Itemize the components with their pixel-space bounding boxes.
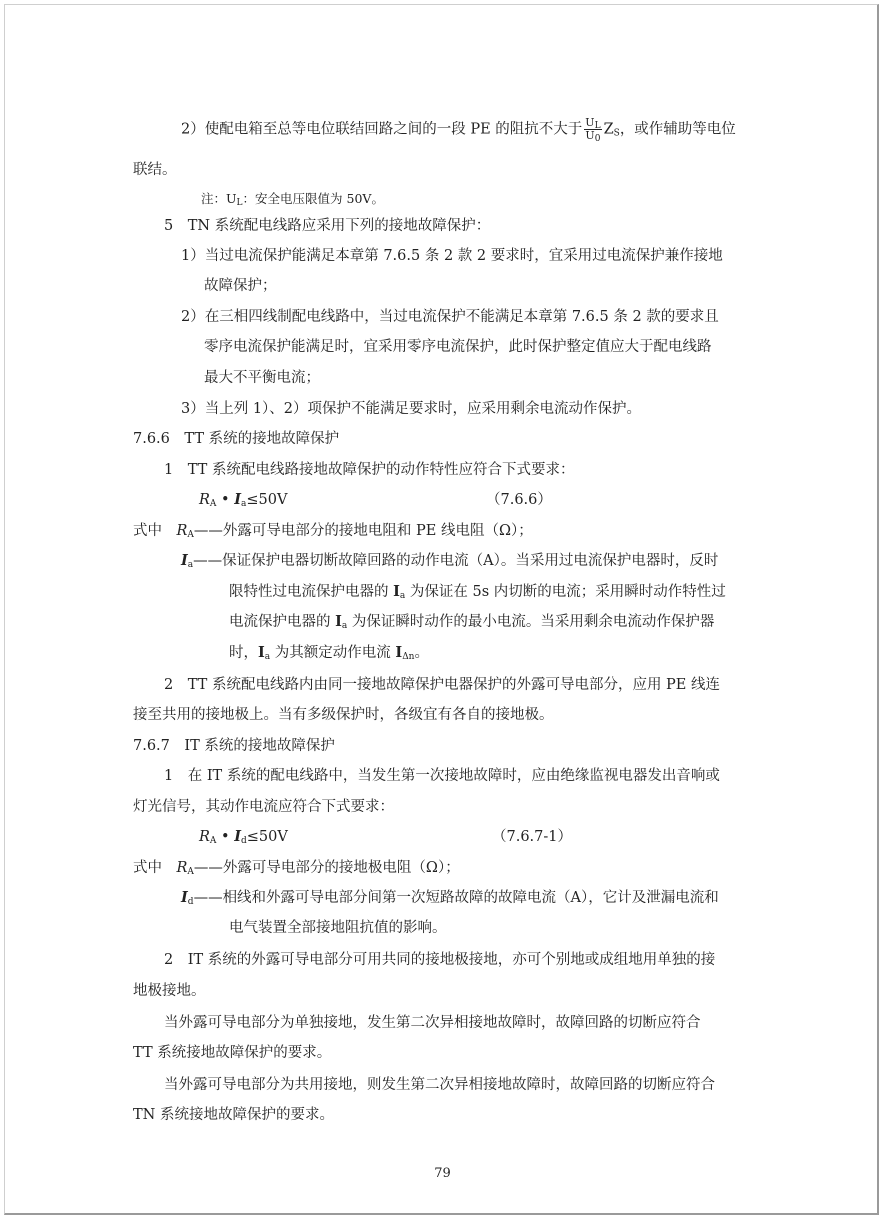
clause-2: 2 IT 系统的外露可导电部分可用共同的接地极接地，亦可个别地或成组地用单独的接 — [164, 952, 716, 968]
text-line: 地极接地。 — [133, 983, 206, 999]
text-line: 零序电流保护能满足时，宜采用零序电流保护，此时保护整定值应大于配电线路 — [204, 339, 712, 355]
clause-2: 2 TT 系统配电线路内由同一接地故障保护电器保护的外露可导电部分，应用 PE 线连 — [164, 677, 721, 693]
where-id: $I_d——$相线和外露可导电部分间第一次短路故障的故障电流（A），它计及泄漏电流和 — [181, 889, 719, 907]
clause-5: 5 TN 系统配电线路应采用下列的接地故障保护： — [164, 218, 491, 234]
section-heading-7-6-6: 7.6.6 TT 系统的接地故障保护 — [133, 431, 340, 447]
text-line: TT 系统接地故障保护的要求。 — [133, 1045, 332, 1061]
section-heading-7-6-7: 7.6.7 IT 系统的接地故障保护 — [133, 738, 335, 754]
paragraph: 当外露可导电部分为单独接地，发生第二次异相接地故障时，故障回路的切断应符合 — [164, 1015, 701, 1031]
item-1: 1）当过电流保护能满足本章第 7.6.5 条 2 款 2 要求时，宜采用过电流保护兼作接地 — [181, 248, 723, 264]
clause-1: 1 TT 系统配电线路接地故障保护的动作特性应符合下式要求： — [164, 462, 575, 478]
equation-number: （7.6.6） — [486, 492, 552, 508]
item-2-pe-impedance: 2）使配电箱至总等电位联结回路之间的一段 PE 的阻抗不大于 $\frac{U_L}{U_0}$ $Z_S$，或作辅助等电位 — [181, 116, 736, 144]
text-line: 灯光信号，其动作电流应符合下式要求： — [133, 799, 394, 815]
formula-7-6-6: $R_A$ • $I_a\le 50V$ — [199, 491, 288, 509]
equation-number: （7.6.7-1） — [492, 829, 573, 845]
note: 注：$U_L$：安全电压限值为 50V。 — [201, 191, 384, 208]
where-ia: $I_a——$保证保护电器切断故障回路的动作电流（A）。当采用过电流保护电器时，反时 — [181, 552, 719, 570]
paragraph: 当外露可导电部分为共用接地，则发生第二次异相接地故障时，故障回路的切断应符合 — [164, 1077, 715, 1093]
ratio-ul-u0: $\frac{U_L}{U_0}$ — [585, 116, 601, 144]
formula-7-6-7-1: $R_A$ • $I_d\le 50V$ — [199, 828, 288, 846]
text-line: 时，$I_a$ 为其额定动作电流 $I_{\Delta n}$。 — [229, 644, 429, 662]
text-line: 最大不平衡电流； — [204, 370, 320, 386]
text-line: 电气装置全部接地阻抗值的影响。 — [229, 920, 447, 936]
text-line: 电流保护电器的 $I_a$ 为保证瞬时动作的最小电流。当采用剩余电流动作保护器 — [229, 613, 715, 631]
text-line: 接至共用的接地极上。当有多级保护时，各级宜有各自的接地极。 — [133, 707, 554, 723]
where-ra: 式中 $R_A——$外露可导电部分的接地极电阻（Ω）； — [133, 860, 460, 877]
page-frame — [4, 4, 879, 1215]
item-2: 2）在三相四线制配电线路中，当过电流保护不能满足本章第 7.6.5 条 2 款的要求且 — [181, 309, 719, 325]
page-number: 79 — [434, 1166, 451, 1181]
text-line: 联结。 — [133, 162, 177, 178]
text: 2）使配电箱至总等电位联结回路之间的一段 PE 的阻抗不大于 — [181, 121, 583, 138]
where-ra: 式中 $R_A——$外露可导电部分的接地电阻和 PE 线电阻（Ω）； — [133, 523, 533, 540]
text-line: 限特性过电流保护电器的 $I_a$ 为保证在 5s 内切断的电流；采用瞬时动作特性过 — [229, 583, 726, 601]
text-line: 故障保护； — [204, 278, 277, 294]
item-3: 3）当上列 1）、2）项保护不能满足要求时，应采用剩余电流动作保护。 — [181, 401, 642, 417]
clause-1: 1 在 IT 系统的配电线路中，当发生第一次接地故障时，应由绝缘监视电器发出音响或 — [164, 768, 720, 784]
text-line: TN 系统接地故障保护的要求。 — [133, 1107, 334, 1123]
